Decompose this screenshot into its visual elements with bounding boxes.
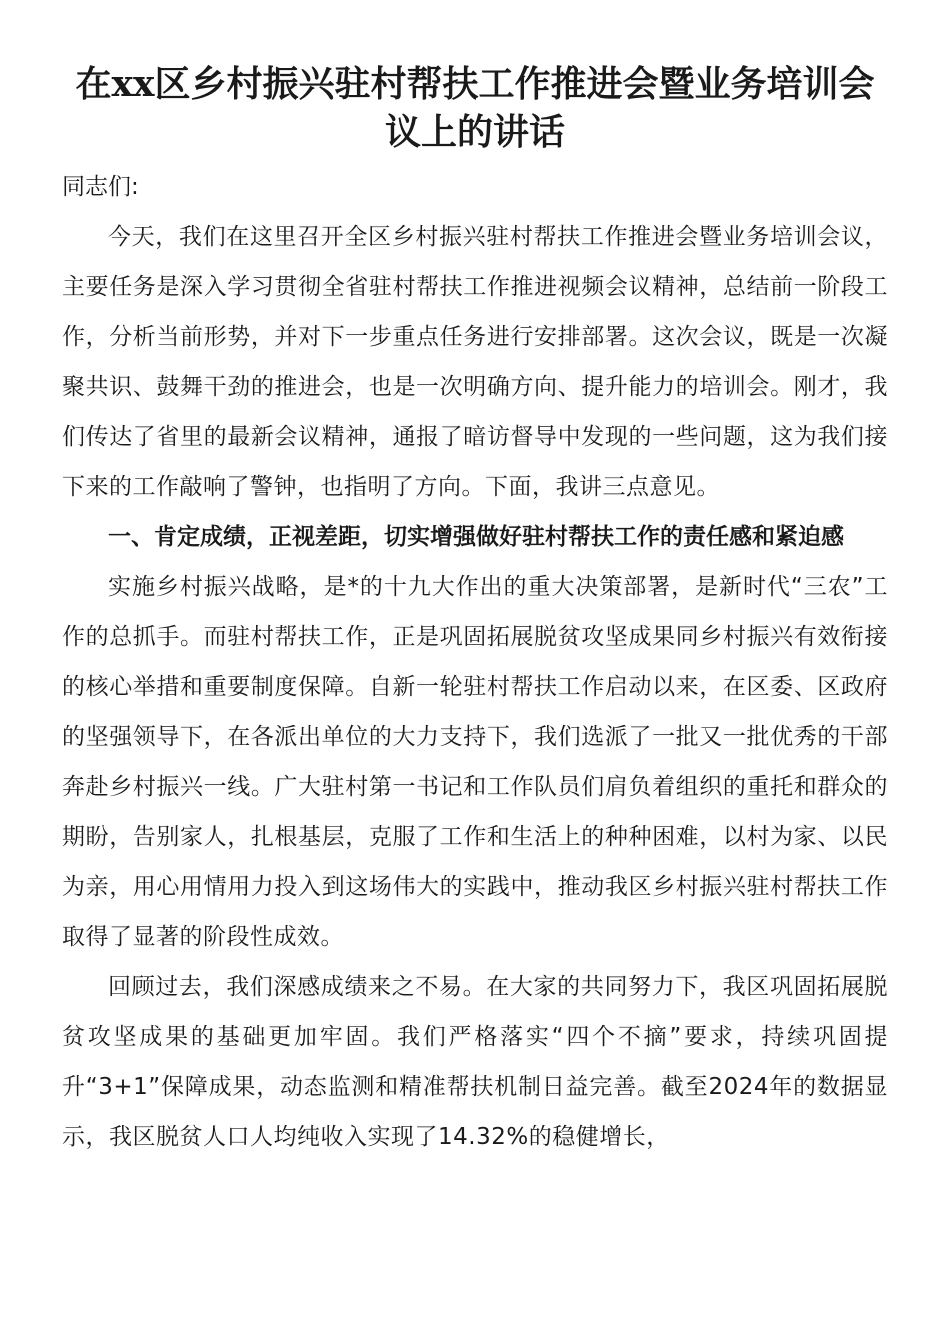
intro-paragraph: 今天，我们在这里召开全区乡村振兴驻村帮扶工作推进会暨业务培训会议，主要任务是深入学习贯彻全省驻村帮扶工作推进视频会议精神，总结前一阶段工作，分析当前形势，并对下一步重点任务进行安排部署。这次会议，既是一次凝聚共识、鼓舞干劲的推进会，也是一次明确方向、提升能力的培训会。刚才，我们传达了省里的最新会议精神，通报了暗访督导中发现的一些问题，这为我们接下来的工作敲响了警钟，也指明了方向。下面，我讲三点意见。 xyxy=(62,224,888,500)
document-title: 在xx区乡村振兴驻村帮扶工作推进会暨业务培训会议上的讲话 xyxy=(75,63,875,153)
section-heading-1: 一、肯定成绩，正视差距，切实增强做好驻村帮扶工作的责任感和紧迫感 xyxy=(108,524,844,550)
section-1-paragraph: 实施乡村振兴战略，是*的十九大作出的重大决策部署，是新时代“三农”工作的总抓手。而驻村帮扶工作，正是巩固拓展脱贫攻坚成果同乡村振兴有效衔接的核心举措和重要制度保障。自新一轮驻村帮扶工作启动以来，在区委、区政府的坚强领导下，在各派出单位的大力支持下，我们选派了一批又一批优秀的干部奔赴乡村振兴一线。广大驻村第一书记和工作队员们肩负着组织的重托和群众的期盼，告别家人，扎根基层，克服了工作和生活上的种种困难，以村为家、以民为亲，用心用情用力投入到这场伟大的实践中，推动我区乡村振兴驻村帮扶工作取得了显著的阶段性成效。 xyxy=(62,574,888,950)
section-1-paragraph: 回顾过去，我们深感成绩来之不易。在大家的共同努力下，我区巩固拓展脱贫攻坚成果的基础更加牢固。我们严格落实“四个不摘”要求，持续巩固提升“3+1”保障成果，动态监测和精准帮扶机制日益完善。截至2024年的数据显示，我区脱贫人口人均纯收入实现了14.32%的稳健增长， xyxy=(62,974,888,1150)
salutation: 同志们: xyxy=(62,174,139,200)
